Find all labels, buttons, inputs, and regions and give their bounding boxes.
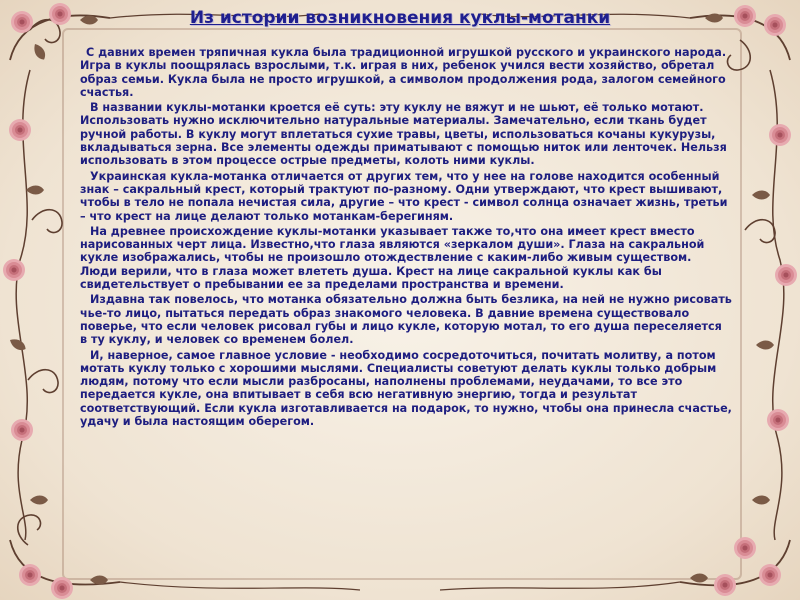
paragraph: Издавна так повелось, что мотанка обязательно должна быть безлика, на ней не нужно рисовать чье-то лицо, пытаться передать образ знакомого человека. В давние времена существовало поверье, что если человек рисовал губы и лицо кукле, которую мотал, то его душа переселяется в ту куклу, и человек со временем болел. [80,293,732,347]
paragraph: Украинская кукла-мотанка отличается от других тем, что у нее на голове находится особенный знак – сакральный крест, который трактуют по-разному. Одни утверждают, что крест вышивают, чтобы в тело не попала нечистая сила, другие – что крест - символ солнца означает жизнь, третьи – что крест на лице делают только мотанкам-берегиням. [80,169,728,223]
corner-ornament-bottom-left [10,515,120,599]
paragraph: И, наверное, самое главное условие - необходимо сосредоточиться, почитать молитву, а потом мотать куклу только с хорошими мыслями. Специалисты советуют делать куклы только добрым людям, потому что если мысли разбросаны, наполнены проблемами, неудачами, то все это передается кукле, она впитывает в себя всю негативную энергию, тогда и результат соответствующий. Если кукла изготавливается на подарок, то нужно, чтобы она принесла счастье, удачу и была настоящим оберегом. [80,348,732,429]
paragraph: На древнее происхождение куклы-мотанки указывает также то,что она имеет крест вместо нарисованных черт лица. Известно,что глаза являются «зеркалом души». Глаза на сакральной кукле изображались, чтобы не произошло отождествление с каким-либо живым существом. Люди верили, что в глаза может влететь душа. Крест на лице сакральной куклы как бы свидетельствует о пребывании ее за пределами пространства и времени. [80,224,705,292]
corner-ornament-bottom-right [680,537,790,596]
body-text [80,46,732,430]
slide-title: Из истории возникновения куклы-мотанки [189,8,611,28]
left-side-vine [3,70,62,540]
paragraph: В названии куклы-мотанки кроется её суть: эту куклу не вяжут и не шьют, её только мотают. Использовать нужно исключительно натуральные материалы. Замечательно, если ткань будет ручной работы. В куклу могут вплетаться сухие травы, цветы, использоваться кочаны кукурузы, вкладываться зерна. Все элементы одежды приматывают с помощью ниток или ленточек. Нельзя использовать в этом процессе острые предметы, колоть ними куклы. [80,101,727,168]
paragraph: С давних времен тряпичная кукла была традиционной игрушкой русского и украинского народа. Игра в куклы поощрялась взрослыми, т.к. играя в них, ребенок учился вести хозяйство, обретал образ семьи. Кукла была не просто игрушкой, а символом продолжения рода, залогом семейного счастья. [80,46,727,99]
bottom-sprig [120,582,680,590]
right-side-vine [745,70,797,540]
